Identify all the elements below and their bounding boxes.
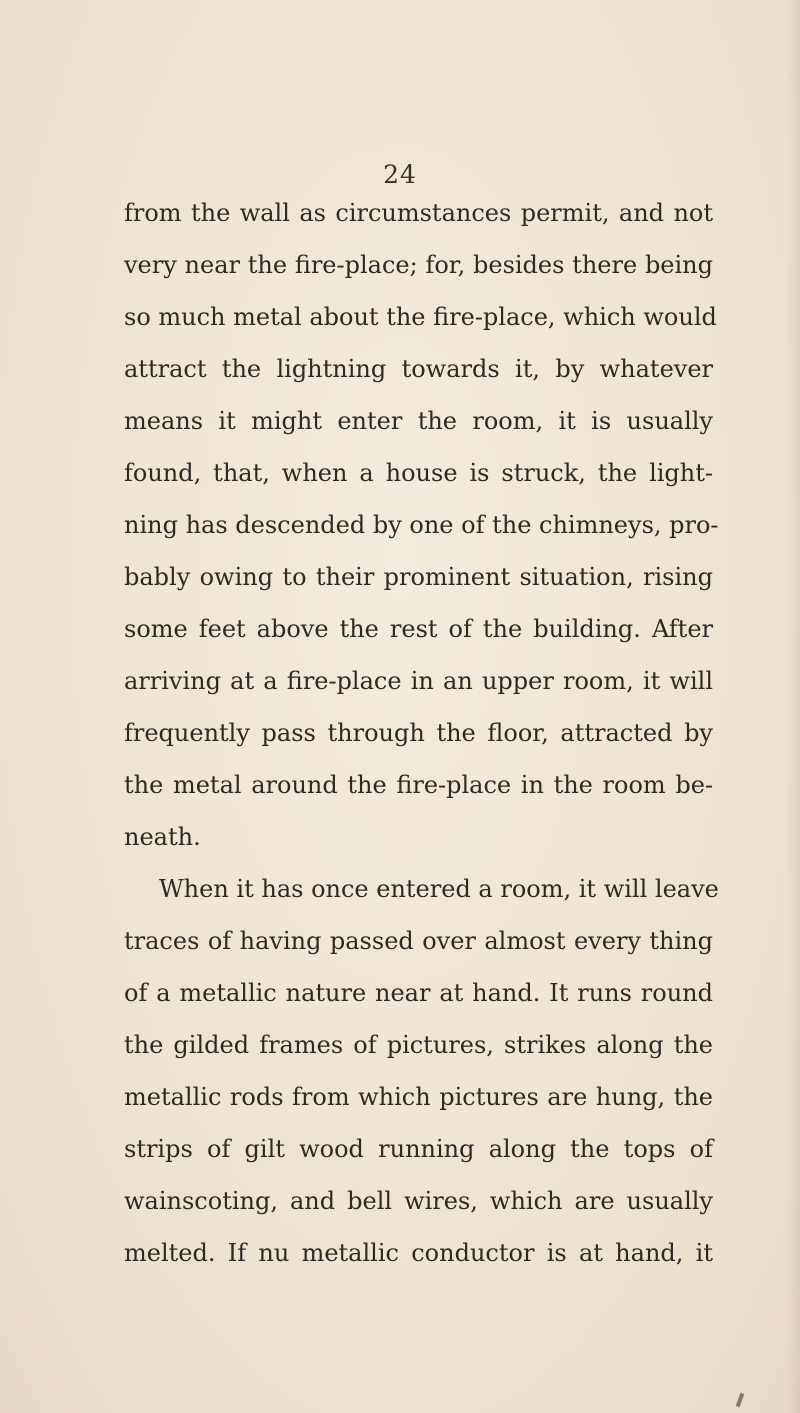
text-line-5: means it might enter the room, it is usually (124, 407, 713, 435)
text-line-10: arriving at a fire-place in an upper room, it will (124, 667, 713, 695)
text-line-8: bably owing to their prominent situation, rising (124, 563, 713, 591)
text-line-19: strips of gilt wood running along the tops of (124, 1135, 713, 1163)
page-edge-shadow (786, 0, 800, 1413)
text-line-9: some feet above the rest of the building. After (124, 615, 713, 643)
text-line-16: of a metallic nature near at hand. It runs round (124, 979, 713, 1007)
text-line-3: so much metal about the fire-place, which would (124, 303, 717, 331)
text-line-15: traces of having passed over almost every thing (124, 927, 713, 955)
text-line-20: wainscoting, and bell wires, which are usually (124, 1187, 713, 1215)
text-line-1: from the wall as circumstances permit, and not (124, 199, 713, 227)
text-line-11: frequently pass through the floor, attracted by (124, 719, 713, 747)
text-line-12: the metal around the fire-place in the room be- (124, 771, 713, 799)
text-line-7: ning has descended by one of the chimneys, pro- (124, 511, 719, 539)
text-line-21: melted. If nu metallic conductor is at hand, it (124, 1239, 713, 1267)
text-line-4: attract the lightning towards it, by whatever (124, 355, 713, 383)
text-line-17: the gilded frames of pictures, strikes along the (124, 1031, 713, 1059)
text-line-14: When it has once entered a room, it will leave (159, 875, 719, 903)
text-line-13: neath. (124, 823, 201, 851)
text-line-18: metallic rods from which pictures are hung, the (124, 1083, 713, 1111)
text-line-6: found, that, when a house is struck, the light- (124, 459, 713, 487)
ink-mark (736, 1393, 745, 1408)
page-number: 24 (383, 160, 417, 189)
text-line-2: very near the fire-place; for, besides there being (124, 251, 713, 279)
